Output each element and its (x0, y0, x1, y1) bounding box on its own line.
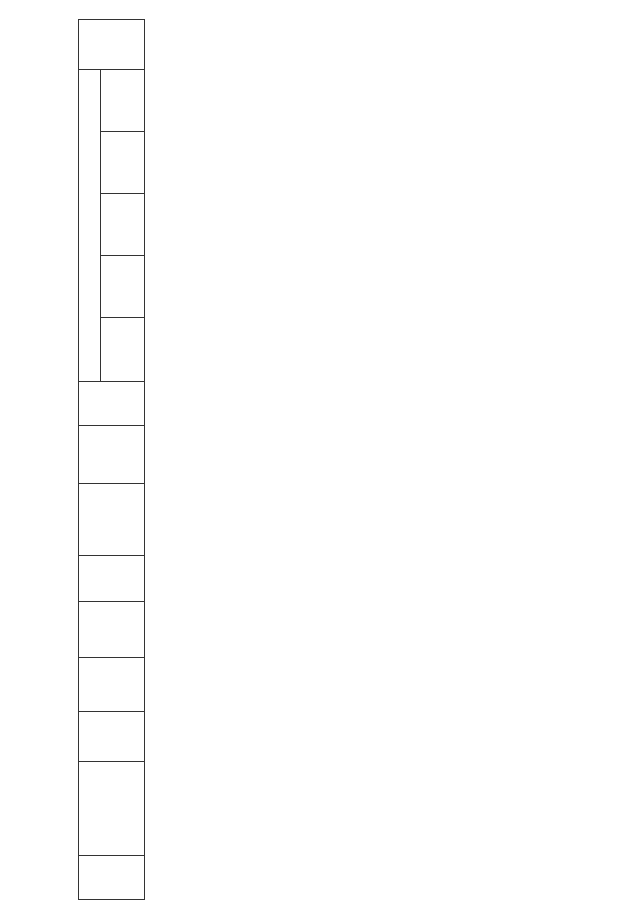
header-num (79, 856, 145, 900)
header-local (101, 132, 145, 194)
funding-table (78, 19, 638, 900)
header-funding-group (79, 70, 101, 382)
header-attracted (101, 70, 145, 132)
header-total (101, 318, 145, 382)
table-body (145, 20, 638, 900)
header-result (79, 20, 145, 70)
header-form (79, 658, 145, 712)
rotated-table-wrapper (78, 20, 638, 900)
header-federal (101, 256, 145, 318)
header-grbs (79, 712, 145, 762)
header-name (79, 762, 145, 856)
header-power (79, 556, 145, 602)
header-period (79, 382, 145, 426)
header-dates (79, 602, 145, 658)
header-cost (79, 426, 145, 484)
header-design (79, 484, 145, 556)
header-regional (101, 194, 145, 256)
